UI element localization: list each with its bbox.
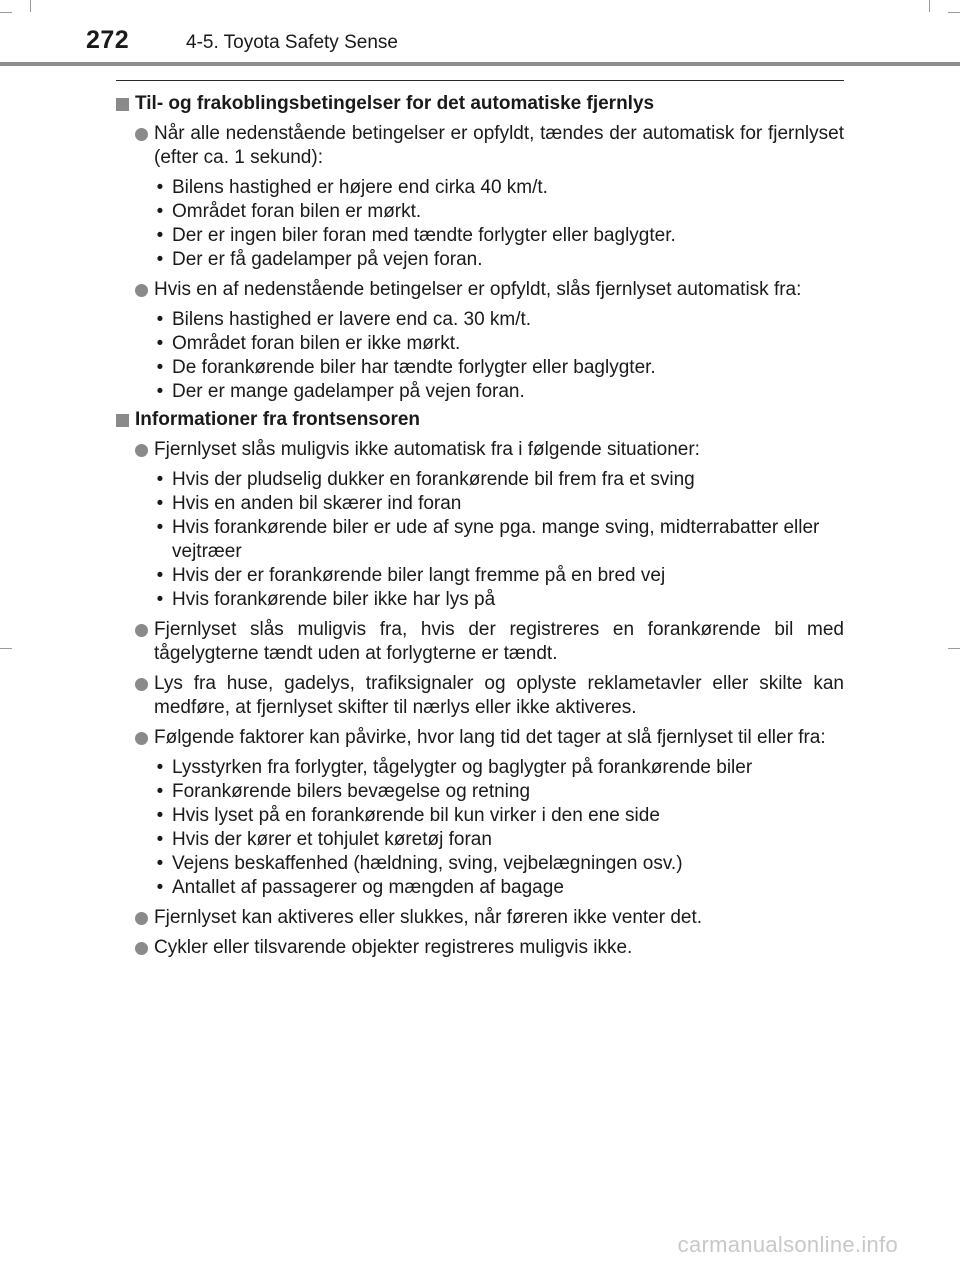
sub-bullet-icon: • <box>156 781 164 802</box>
sub-bullet-icon: • <box>156 877 164 898</box>
sub-list-text: De forankørende biler har tændte forlygter eller baglygter. <box>172 357 656 378</box>
sub-list-item <box>116 780 844 804</box>
header-bar <box>0 62 960 66</box>
sub-list-text: Der er få gadelamper på vejen foran. <box>172 249 483 270</box>
sub-bullet-icon: • <box>156 565 164 586</box>
sub-list-text: Bilens hastighed er højere end cirka 40 km/t. <box>172 177 548 198</box>
sub-bullet-icon: • <box>156 333 164 354</box>
sub-bullet-icon: • <box>156 493 164 514</box>
sub-list-item <box>116 332 844 356</box>
sub-list-text: Der er ingen biler foran med tændte forlygter eller baglygter. <box>172 225 676 246</box>
page-content <box>116 90 844 960</box>
sub-list <box>116 756 844 900</box>
sub-list-item <box>116 248 844 272</box>
sub-list-item <box>116 564 844 588</box>
bullet-item <box>116 438 844 462</box>
sub-list-text: Bilens hastighed er lavere end ca. 30 km/t. <box>172 309 532 330</box>
sub-list-text: Vejens beskaffenhed (hældning, sving, vejbelægningen osv.) <box>172 853 683 874</box>
sub-list-text: Antallet af passagerer og mængden af bagage <box>172 877 564 898</box>
page-number: 272 <box>86 26 130 54</box>
sub-list-text: Hvis der kører et tohjulet køretøj foran <box>172 829 492 850</box>
bullet-text: Når alle nedenstående betingelser er opfyldt, tændes der automatisk for fjernlyset (efter ca. 1 sekund): <box>154 123 844 168</box>
sub-list-text: Hvis en anden bil skærer ind foran <box>172 493 462 514</box>
sub-list-item <box>116 468 844 492</box>
sub-bullet-icon: • <box>156 309 164 330</box>
circle-bullet-icon <box>135 942 148 955</box>
sub-list-item <box>116 492 844 516</box>
sub-list-item <box>116 176 844 200</box>
circle-bullet-icon <box>135 444 148 457</box>
bullet-text: Fjernlyset kan aktiveres eller slukkes, når føreren ikke venter det. <box>154 907 703 928</box>
square-bullet-icon <box>116 414 129 427</box>
sub-list <box>116 468 844 612</box>
square-bullet-icon <box>116 98 129 111</box>
section-heading <box>116 408 844 432</box>
sub-bullet-icon: • <box>156 201 164 222</box>
bullet-text: Fjernlyset slås muligvis fra, hvis der registreres en forankørende bil med tågelygterne tændt uden at forlygterne er tændt. <box>154 619 844 664</box>
bullet-text: Cykler eller tilsvarende objekter registreres muligvis ikke. <box>154 937 633 958</box>
sub-bullet-icon: • <box>156 589 164 610</box>
bullet-text: Følgende faktorer kan påvirke, hvor lang tid det tager at slå fjernlyset til eller fra: <box>154 727 826 748</box>
sub-list-text: Forankørende bilers bevægelse og retning <box>172 781 531 802</box>
sub-list-item <box>116 308 844 332</box>
bullet-item <box>116 936 844 960</box>
sub-list-text: Der er mange gadelamper på vejen foran. <box>172 381 525 402</box>
section-title: 4-5. Toyota Safety Sense <box>186 32 398 53</box>
sub-list <box>116 308 844 404</box>
sub-list-item <box>116 516 844 564</box>
heading-text: Informationer fra frontsensoren <box>135 409 421 430</box>
sub-bullet-icon: • <box>156 381 164 402</box>
section-heading <box>116 92 844 116</box>
content-section <box>116 408 844 960</box>
sub-list-item <box>116 852 844 876</box>
bullet-item <box>116 672 844 720</box>
sub-bullet-icon: • <box>156 853 164 874</box>
watermark: carmanualsonline.info <box>677 1232 898 1257</box>
sub-list-text: Hvis forankørende biler ikke har lys på <box>172 589 496 610</box>
circle-bullet-icon <box>135 912 148 925</box>
circle-bullet-icon <box>135 678 148 691</box>
heading-text: Til- og frakoblingsbetingelser for det automatiske fjernlys <box>135 93 655 114</box>
bullet-text: Lys fra huse, gadelys, trafiksignaler og oplyste reklametavler eller skilte kan medføre, at fjernlyset skifter til nærlys eller ikke aktiveres. <box>154 673 844 718</box>
sub-list-item <box>116 356 844 380</box>
page-header <box>0 0 960 70</box>
sub-bullet-icon: • <box>156 177 164 198</box>
sub-list-item <box>116 588 844 612</box>
content-top-rule <box>116 80 844 81</box>
sub-list-item <box>116 200 844 224</box>
sub-bullet-icon: • <box>156 517 164 538</box>
bullet-item <box>116 122 844 170</box>
crop-mark <box>948 648 960 649</box>
sub-list <box>116 176 844 272</box>
bullet-text: Hvis en af nedenstående betingelser er opfyldt, slås fjernlyset automatisk fra: <box>154 279 802 300</box>
sub-list-item <box>116 224 844 248</box>
sub-list-item <box>116 876 844 900</box>
sub-list-text: Hvis der er forankørende biler langt fremme på en bred vej <box>172 565 666 586</box>
sub-bullet-icon: • <box>156 757 164 778</box>
circle-bullet-icon <box>135 732 148 745</box>
bullet-text: Fjernlyset slås muligvis ikke automatisk fra i følgende situationer: <box>154 439 700 460</box>
circle-bullet-icon <box>135 624 148 637</box>
crop-mark <box>0 648 12 649</box>
content-section <box>116 92 844 404</box>
sub-list-item <box>116 828 844 852</box>
sub-bullet-icon: • <box>156 805 164 826</box>
bullet-item <box>116 906 844 930</box>
circle-bullet-icon <box>135 128 148 141</box>
sub-list-text: Området foran bilen er mørkt. <box>172 201 422 222</box>
sub-list-item <box>116 380 844 404</box>
sub-bullet-icon: • <box>156 249 164 270</box>
sub-list-text: Området foran bilen er ikke mørkt. <box>172 333 461 354</box>
circle-bullet-icon <box>135 284 148 297</box>
sub-bullet-icon: • <box>156 469 164 490</box>
sub-list-text: Hvis lyset på en forankørende bil kun virker i den ene side <box>172 805 660 826</box>
sub-list-item <box>116 804 844 828</box>
sub-bullet-icon: • <box>156 829 164 850</box>
sub-list-text: Hvis forankørende biler er ude af syne pga. mange sving, midterrabatter eller vejtræer <box>172 517 820 562</box>
bullet-item <box>116 618 844 666</box>
sub-list-text: Lysstyrken fra forlygter, tågelygter og baglygter på forankørende biler <box>172 757 753 778</box>
sub-list-item <box>116 756 844 780</box>
bullet-item <box>116 726 844 750</box>
bullet-item <box>116 278 844 302</box>
sub-list-text: Hvis der pludselig dukker en forankørende bil frem fra et sving <box>172 469 695 490</box>
sub-bullet-icon: • <box>156 225 164 246</box>
sub-bullet-icon: • <box>156 357 164 378</box>
